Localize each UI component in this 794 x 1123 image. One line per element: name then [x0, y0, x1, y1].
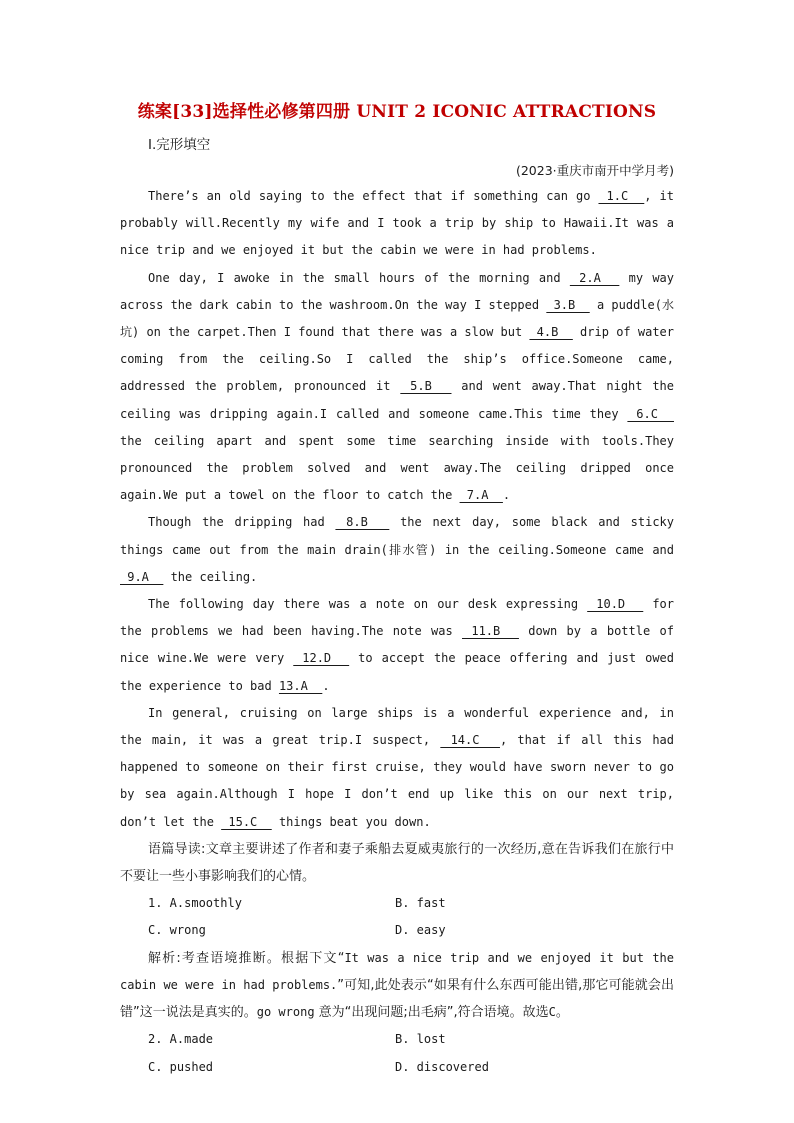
option-2c: C. pushed — [148, 1059, 214, 1074]
paragraph-2: One day, I awoke in the small hours of the morning and 2.A my way across the dark cabin to the washroom.On the way I stepped 3.B a puddle(水坑) on the carpet.Then I found that there was a slow but 4.B drip of water coming from the ceiling.So I called the ship’s office.Someone came, addressed the problem, pronounced it 5.B and went away.That night the ceiling was dripping again.I called and someone came.This time they 6.C the ceiling apart and spent some time searching inside with tools.They pronounced the problem solved and went away.The ceiling dripped once again.We put a towel on the floor to catch the 7.A . — [120, 270, 675, 503]
paragraph-1: There’s an old saying to the effect that if something can go 1.C , it probably will.Recently my wife and I took a trip by ship to Hawaii.It was a nice trip and we enjoyed it but the cabin we were in had problems. — [120, 189, 674, 258]
option-2b: B. lost — [395, 1032, 446, 1047]
blank-answer-5: 5.B — [400, 379, 452, 394]
blank-answer-10: 10.D — [587, 597, 644, 612]
blank-answer-4: 4.B — [529, 325, 573, 340]
question-1-options-row-1 — [120, 890, 674, 917]
blank-answer-14: 14.C — [440, 733, 500, 748]
blank-answer-9: 9.A — [120, 569, 164, 584]
option-1a: 1. A.smoothly — [148, 896, 242, 911]
option-2a: 2. A.made — [148, 1032, 214, 1047]
source-note: (2023·重庆市南开中学月考) — [515, 163, 674, 178]
blank-answer-11: 11.B — [462, 624, 519, 639]
analysis-1: 解析:考查语境推断。根据下文“It was a nice trip and we enjoyed it but the cabin we were in had problems.”可知,此处表示“如果有什么东西可能出错,那它可能就会出错”这一说法是真实的。go wrong 意为“出现问题;出毛病”,符合语境。故选C。 — [120, 950, 674, 1021]
page-title: 练案[33]选择性必修第四册 UNIT 2 ICONIC ATTRACTIONS — [137, 102, 657, 122]
question-1-options-row-2 — [120, 917, 674, 944]
paragraph-5: In general, cruising on large ships is a wonderful experience and, in the main, it was a great trip.I suspect, 14.C , that if all this had happened to someone on their first cruise, they would have sworn never to go by sea again.Although I hope I don’t end up like this on our next trip, don’t let the 15.C things beat you down. — [120, 705, 674, 829]
blank-answer-13: 13.A — [278, 678, 323, 693]
blank-answer-8: 8.B — [335, 515, 390, 530]
blank-answer-1: 1.C — [598, 189, 645, 203]
option-1d: D. easy — [395, 923, 446, 938]
section-heading: Ⅰ.完形填空 — [148, 137, 211, 153]
paragraph-4: The following day there was a note on our desk expressing 10.D for the problems we had been having.The note was 11.B down by a bottle of nice wine.We were very 12.D to accept the peace offering and just owed the experience to bad 13.A . — [120, 597, 674, 693]
option-1b: B. fast — [395, 896, 446, 911]
question-2-options-row-1 — [120, 1026, 674, 1053]
question-2-options-row-2 — [120, 1054, 674, 1081]
blank-answer-2: 2.A — [569, 270, 620, 285]
passage-body — [120, 183, 674, 1081]
paragraph-3: Though the dripping had 8.B the next day, some black and sticky things came out from the main drain(排水管) in the ceiling.Someone came and 9.A the ceiling. — [120, 515, 674, 584]
blank-answer-15: 15.C — [221, 814, 272, 829]
reading-guide: 语篇导读:文章主要讲述了作者和妻子乘船去夏威夷旅行的一次经历,意在告诉我们在旅行中不要让一些小事影响我们的心情。 — [120, 841, 674, 885]
blank-answer-12: 12.D — [293, 651, 350, 666]
blank-answer-6: 6.C — [627, 406, 674, 421]
option-1c: C. wrong — [148, 923, 206, 938]
blank-answer-3: 3.B — [546, 297, 590, 312]
option-2d: D. discovered — [395, 1059, 489, 1074]
blank-answer-7: 7.A — [459, 488, 503, 503]
